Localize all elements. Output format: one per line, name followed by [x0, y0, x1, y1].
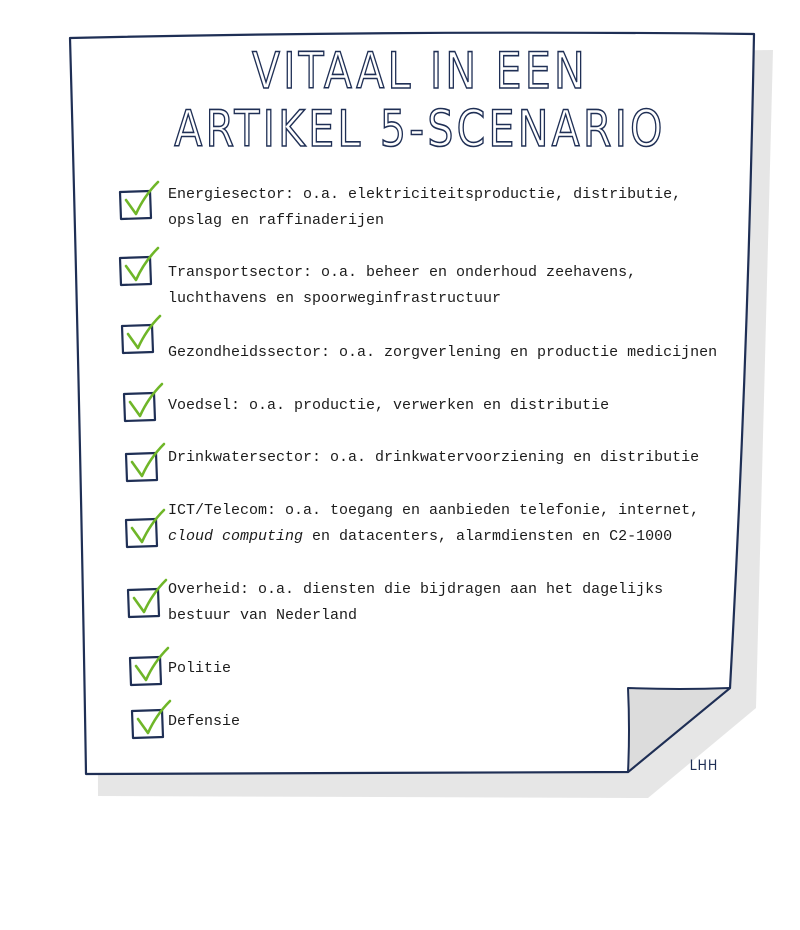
item-text-line: Transportsector: o.a. beheer en onderhoud zeehavens,	[168, 264, 637, 281]
item-text-line: Overheid: o.a. diensten die bijdragen aan het dagelijks	[168, 581, 664, 598]
item-text-line: Politie	[168, 660, 232, 677]
checkbox-checked-icon	[120, 576, 174, 624]
checkbox-checked-icon	[112, 244, 166, 292]
checkbox-checked-icon	[112, 178, 166, 226]
item-text-line: Drinkwatersector: o.a. drinkwatervoorziening en distributie	[168, 449, 700, 466]
title-line-1: VITAAL IN EEN	[251, 42, 589, 100]
item-text-line: ICT/Telecom: o.a. toegang en aanbieden telefonie, internet,	[168, 502, 700, 519]
item-text-line: Defensie	[168, 713, 241, 730]
item-text-line	[168, 524, 728, 550]
item-text-line: Voedsel: o.a. productie, verwerken en distributie	[168, 397, 610, 414]
item-text-line: Energiesector: o.a. elektriciteitsproductie, distributie,	[168, 186, 682, 203]
checkbox-checked-icon	[118, 440, 172, 488]
artist-signature: LHH	[689, 758, 719, 774]
item-text-line: luchthavens en spoorweginfrastructuur	[168, 290, 502, 307]
checkbox-checked-icon	[114, 312, 168, 360]
checkbox-checked-icon	[118, 506, 172, 554]
item-text-line: bestuur van Nederland	[168, 607, 358, 624]
title-line-2: ARTIKEL 5-SCENARIO	[174, 100, 666, 158]
item-text-line: Gezondheidssector: o.a. zorgverlening en productie medicijnen	[168, 344, 718, 361]
item-text-italic: cloud computing	[168, 528, 304, 545]
item-text-rest: en datacenters, alarmdiensten en C2-1000	[303, 528, 673, 545]
checkbox-checked-icon	[116, 380, 170, 428]
item-text-line: opslag en raffinaderijen	[168, 212, 385, 229]
